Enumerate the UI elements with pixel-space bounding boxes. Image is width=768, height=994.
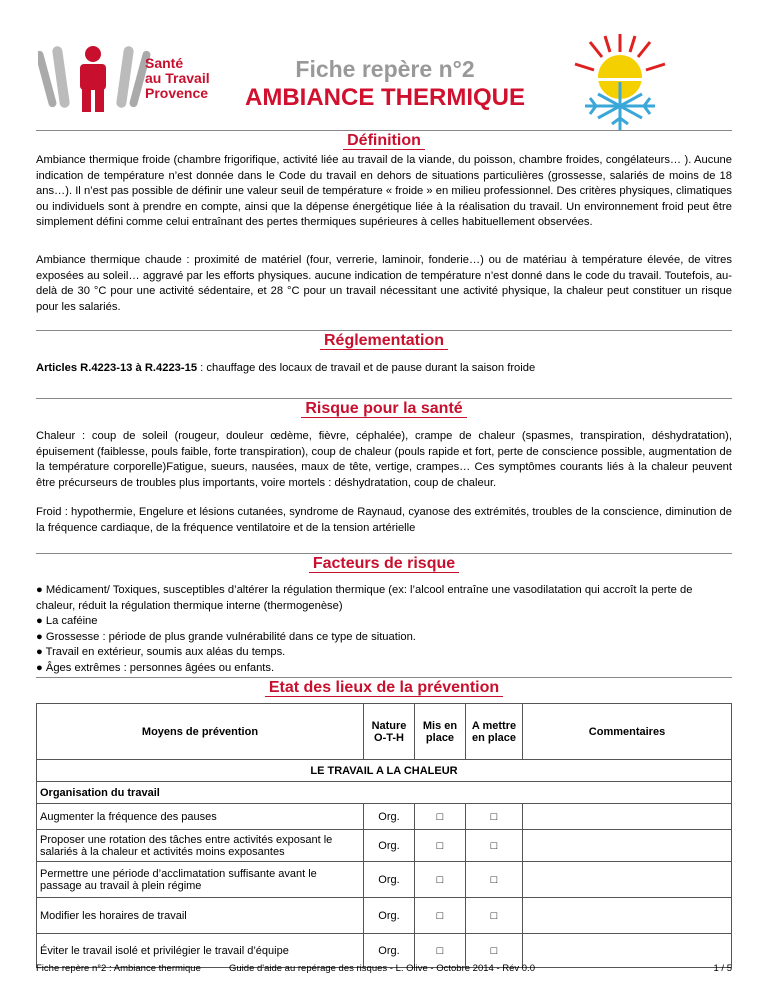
logo-line-3: Provence: [145, 85, 209, 101]
checkbox-mis-en-place[interactable]: □: [415, 862, 466, 898]
table-row: [37, 830, 732, 862]
table-row: [37, 862, 732, 898]
comment-cell[interactable]: [523, 898, 732, 934]
definition-hot-text: Ambiance thermique chaude : proximité de matériel (four, verrerie, laminoir, fonderie…) ou de matériau à température élevée, de vitres exposées au soleil… aggravé par les efforts physiques. aucune indication de température n’est donné dans le code du travail. Toutefois, au-delà de 30 °C pour une activité sédentaire, et 28 °C pour un travail nécessitant une activité physique, la chaleur peut constituer un risque pour les salariés.: [36, 254, 732, 313]
page-title: AMBIANCE THERMIQUE: [245, 84, 525, 111]
row-label: Augmenter la fréquence des pauses: [37, 804, 364, 830]
facteur-item: ● Travail en extérieur, soumis aux aléas du temps.: [36, 646, 286, 658]
prevention-table: [36, 703, 732, 968]
row-nature: Org.: [364, 830, 415, 862]
section-rule: [36, 330, 732, 331]
checkbox-mis-en-place[interactable]: □: [415, 830, 466, 862]
footer-center: Guide d'aide au repérage des risques - L. Olive - Octobre 2014 - Rév 0.0: [229, 963, 535, 974]
section-rule: [36, 398, 732, 399]
table-row: [37, 898, 732, 934]
row-label: Proposer une rotation des tâches entre activités exposant le salariés à la chaleur et activités moins exposantes: [37, 830, 364, 862]
section-rule: [36, 677, 732, 678]
etat-heading: Etat des lieux de la prévention: [36, 679, 732, 697]
col-commentaires: Commentaires: [523, 704, 732, 760]
logo-line-1: Santé: [145, 55, 184, 71]
row-nature: Org.: [364, 898, 415, 934]
col-mis: Mis en place: [415, 704, 466, 760]
comment-cell[interactable]: [523, 830, 732, 862]
row-nature: Org.: [364, 934, 415, 968]
checkbox-a-mettre[interactable]: □: [466, 804, 523, 830]
col-moyens: Moyens de prévention: [37, 704, 364, 760]
footer-left: Fiche repère n°2 : Ambiance thermique: [36, 963, 201, 974]
col-amettre: A mettre en place: [466, 704, 523, 760]
logo-line-2: au Travail: [145, 70, 210, 86]
reglementation-heading: Réglementation: [36, 332, 732, 350]
section-row: [37, 760, 732, 782]
page-header: [0, 0, 768, 125]
checkbox-a-mettre[interactable]: □: [466, 934, 523, 968]
reglementation-text: [36, 361, 732, 377]
checkbox-mis-en-place[interactable]: □: [415, 804, 466, 830]
checkbox-mis-en-place[interactable]: □: [415, 898, 466, 934]
facteur-item: ● Médicament/ Toxiques, susceptibles d’altérer la régulation thermique (ex: l’alcool entraîne une vasodilatation qui accroît la perte de chaleur, réduit la régulation thermique interne (thermogenèse): [36, 584, 693, 612]
row-label: Éviter le travail isolé et privilégier le travail d’équipe: [37, 934, 364, 968]
table-row: [37, 804, 732, 830]
section-label: LE TRAVAIL A LA CHALEUR: [37, 760, 732, 782]
risque-froid-text: Froid : hypothermie, Engelure et lésions cutanées, syndrome de Raynaud, cyanose des extrémités, troubles de la conscience, diminution de la fréquence cardiaque, de la fréquence ventilatoire et de la tension artérielle: [36, 506, 732, 534]
sun-snowflake-icon: [570, 32, 670, 132]
comment-cell[interactable]: [523, 862, 732, 898]
facteur-item: ● Âges extrêmes : personnes âgées ou enfants.: [36, 661, 275, 674]
table-header-row: [37, 704, 732, 760]
checkbox-mis-en-place[interactable]: □: [415, 934, 466, 968]
risque-heading: Risque pour la santé: [36, 400, 732, 418]
section-rule: [36, 553, 732, 554]
subsection-label: Organisation du travail: [37, 782, 732, 804]
subsection-row: [37, 782, 732, 804]
risque-chaleur-text: Chaleur : coup de soleil (rougeur, douleur œdème, fièvre, céphalée), crampe de chaleur (spasmes, transpiration, déshydratation), épuisement (faiblesse, pouls faible, forte transpiration), coup de chaleur (pouls rapide et fort, perte de conscience possible, augmentation de la température corporelle)Fatigue, sueurs, nausées, maux de tête, vertige, crampes… Ces symptômes courants liés à la chaleur peuvent être précurseurs de troubles plus importants, voire mortels : déshydratation, coup de chaleur.: [36, 430, 732, 489]
row-label: Permettre une période d’acclimatation suffisante avant le passage au travail à plein régime: [37, 862, 364, 898]
articles-ref: Articles R.4223-13 à R.4223-15: [36, 362, 198, 374]
definition-heading: Définition: [36, 132, 732, 150]
row-nature: Org.: [364, 804, 415, 830]
col-nature: Nature O-T-H: [364, 704, 415, 760]
checkbox-a-mettre[interactable]: □: [466, 830, 523, 862]
checkbox-a-mettre[interactable]: □: [466, 862, 523, 898]
facteurs-heading: Facteurs de risque: [36, 555, 732, 573]
comment-cell[interactable]: [523, 804, 732, 830]
fiche-number: Fiche repère n°2: [295, 56, 475, 82]
facteurs-list: [36, 583, 732, 676]
footer-page-number: 1 / 5: [713, 963, 732, 974]
row-label: Modifier les horaires de travail: [37, 898, 364, 934]
definition-cold-text: Ambiance thermique froide (chambre frigorifique, activité liée au travail de la viande, du poisson, chambre froides, congélateurs… ). Aucune indication de température n’est donnée dans le Code du travail en dehors de situations particulières (grossesse, salariés de moins de 18 ans…). Il n’est pas possible de définir une valeur seuil de température « froide » en milieu professionnel. Des critères physiques, climatiques ou individuels sont à prendre en compte, ainsi que la dépense énergétique liée à la réalisation du travail. Un environnement froid peut être simplement défini comme celui entraînant des pertes thermiques supérieures à celles habituellement observées.: [36, 154, 732, 228]
section-rule: [36, 130, 732, 131]
checkbox-a-mettre[interactable]: □: [466, 898, 523, 934]
logo-text: [145, 56, 210, 101]
facteur-item: ● Grossesse : période de plus grande vulnérabilité dans ce type de situation.: [36, 630, 416, 643]
row-nature: Org.: [364, 862, 415, 898]
articles-desc: : chauffage des locaux de travail et de pause durant la saison froide: [197, 362, 536, 374]
facteur-item: ● La caféine: [36, 615, 98, 627]
